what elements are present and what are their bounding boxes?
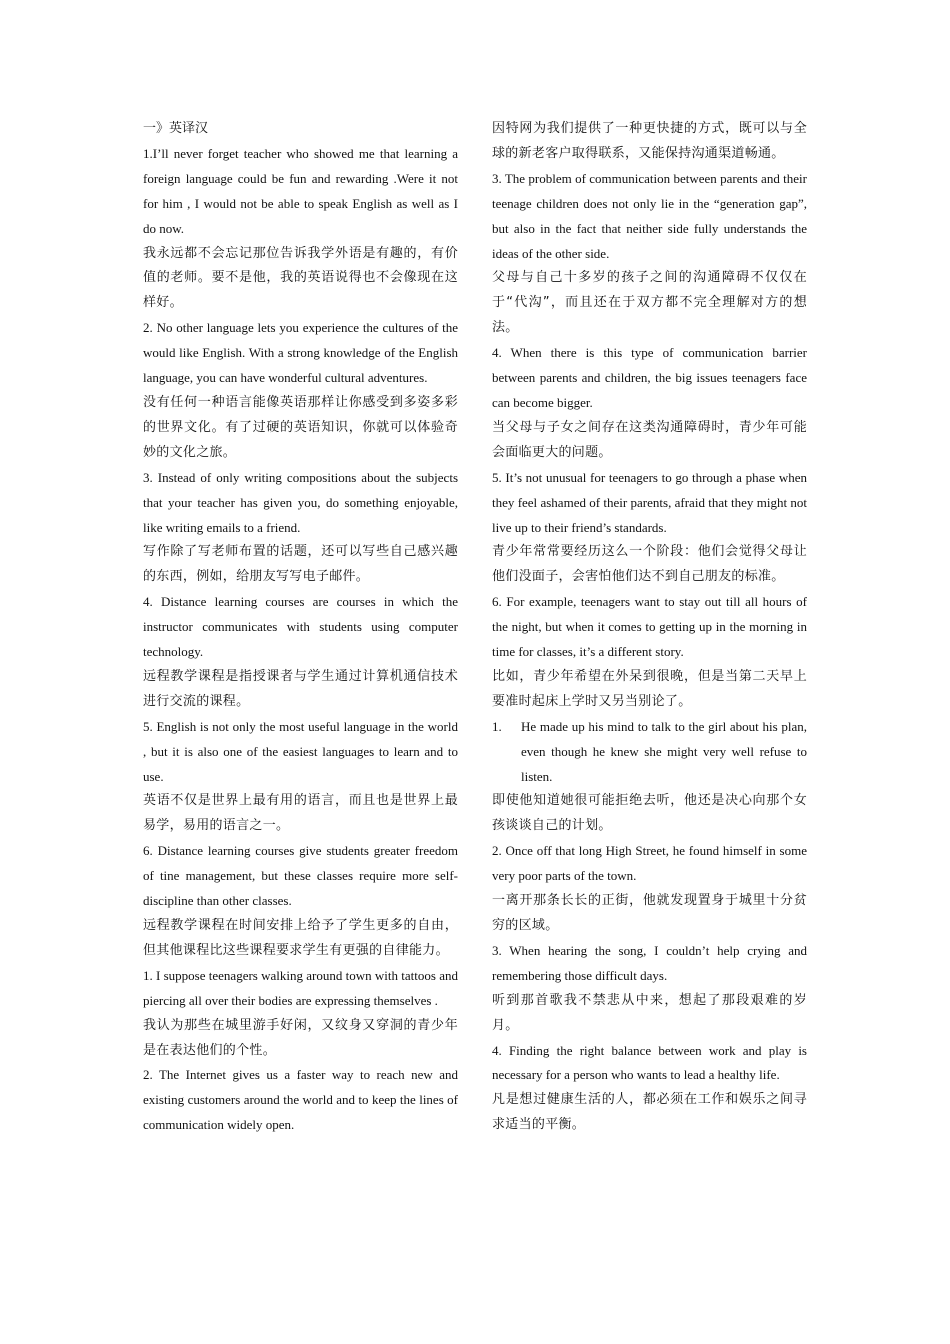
chinese-translation: 凡是想过健康生活的人，都必须在工作和娱乐之间寻求适当的平衡。 — [492, 1092, 807, 1133]
list-number: 1. — [492, 718, 502, 734]
chinese-translation: 因特网为我们提供了一种更快捷的方式，既可以与全球的新老客户取得联系，又能保持沟通渠道畅通。 — [492, 121, 807, 161]
english-sentence: 4. Distance learning courses are courses in which the instructor communicates with students using computer technology. — [143, 594, 458, 660]
left-column — [143, 117, 458, 1138]
chinese-translation: 当父母与子女之间存在这类沟通障碍时，青少年可能会面临更大的问题。 — [492, 419, 807, 460]
english-sentence: 3. When hearing the song, I couldn’t help crying and remembering those difficult days. — [492, 942, 807, 983]
chinese-translation: 写作除了写老师布置的话题，还可以写些自己感兴趣的东西，例如，给朋友写写电子邮件。 — [143, 544, 458, 585]
english-sentence: 4. When there is this type of communication barrier between parents and children, the big issues teenagers face can become bigger. — [492, 345, 807, 410]
chinese-translation: 英语不仅是世界上最有用的语言，而且也是世界上最易学，易用的语言之一。 — [143, 793, 458, 834]
english-sentence: 5. English is not only the most useful language in the world , but it is also one of the easiest languages to learn and to use. — [143, 718, 458, 784]
chinese-translation: 没有任何一种语言能像英语那样让你感受到多姿多彩的世界文化。有了过硬的英语知识，你就可以体验奇妙的文化之旅。 — [143, 394, 458, 460]
english-sentence: 1. I suppose teenagers walking around town with tattoos and piercing all over their bodies are expressing themselves . — [143, 967, 458, 1008]
english-sentence: 1.I’ll never forget teacher who showed me that learning a foreign language could be fun and rewarding .Were it not for him , I would not be able to speak English as well as I do now. — [143, 145, 458, 236]
english-sentence: 6. Distance learning courses give students greater freedom of tine management, but these classes require more self-discipline than other classes. — [143, 843, 458, 909]
numbered-sentence — [492, 715, 807, 790]
english-sentence: 5. It’s not unusual for teenagers to go through a phase when they feel ashamed of their parents, afraid that they might not live up to their friend’s standards. — [492, 469, 807, 535]
chinese-translation: 父母与自己十多岁的孩子之间的沟通障碍不仅仅在于“代沟”，而且还在于双方都不完全理解对方的想法。 — [492, 270, 807, 336]
english-sentence: 6. For example, teenagers want to stay out till all hours of the night, but when it comes to getting up in the morning in time for classes, it’s a different story. — [492, 594, 807, 660]
english-sentence: 2. No other language lets you experience the cultures of the would like English. With a strong knowledge of the English language, you can have wonderful cultural adventures. — [143, 320, 458, 386]
chinese-translation: 我永远都不会忘记那位告诉我学外语是有趣的，有价值的老师。要不是他，我的英语说得也不会像现在这样好。 — [143, 245, 458, 311]
english-sentence: 2. The Internet gives us a faster way to reach new and existing customers around the world and to keep the lines of communication widely open. — [143, 1067, 458, 1133]
chinese-translation: 远程教学课程在时间安排上给予了学生更多的自由，但其他课程比这些课程要求学生有更强的自律能力。 — [143, 918, 458, 958]
chinese-translation: 我认为那些在城里游手好闲，又纹身又穿洞的青少年是在表达他们的个性。 — [143, 1017, 458, 1058]
english-sentence: 2. Once off that long High Street, he found himself in some very poor parts of the town. — [492, 843, 807, 884]
chinese-translation: 即使他知道她很可能拒绝去听，他还是决心向那个女孩谈谈自己的计划。 — [492, 793, 807, 834]
chinese-translation: 比如，青少年希望在外呆到很晚，但是当第二天早上要准时起床上学时又另当别论了。 — [492, 668, 807, 709]
chinese-translation: 一离开那条长长的正街，他就发现置身于城里十分贫穷的区域。 — [492, 893, 807, 933]
chinese-translation: 听到那首歌我不禁悲从中来，想起了那段艰难的岁月。 — [492, 992, 807, 1033]
section-heading: 一》英译汉 — [143, 121, 209, 136]
english-sentence: He made up his mind to talk to the girl about his plan, even though he knew she might very well refuse to listen. — [521, 718, 807, 784]
right-column — [492, 117, 807, 1138]
english-sentence: 3. Instead of only writing compositions about the subjects that your teacher has given you, do something enjoyable, like writing emails to a friend. — [143, 469, 458, 535]
english-sentence: 3. The problem of communication between parents and their teenage children does not only lie in the “generation gap”, but also in the fact that neither side fully understands the ideas of the other side. — [492, 170, 807, 261]
chinese-translation: 青少年常常要经历这么一个阶段：他们会觉得父母让他们没面子，会害怕他们达不到自己朋友的标准。 — [492, 544, 807, 585]
english-sentence: 4. Finding the right balance between work and play is necessary for a person who wants to lead a healthy life. — [492, 1042, 807, 1083]
chinese-translation: 远程教学课程是指授课者与学生通过计算机通信技术进行交流的课程。 — [143, 668, 458, 709]
